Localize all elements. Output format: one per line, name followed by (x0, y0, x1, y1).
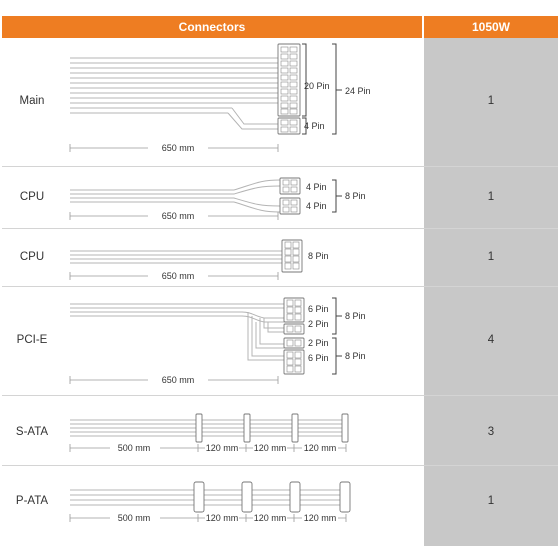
connector-diagrams (2, 16, 422, 546)
main-length-label: 650 mm (161, 143, 195, 153)
pata-segment-label: 120 mm (303, 513, 337, 523)
sata-length-label: 500 mm (117, 443, 151, 453)
cpu-4pin-b-label: 4 Pin (306, 201, 327, 211)
pcie-diagram (70, 298, 366, 385)
pata-diagram (70, 482, 350, 523)
pata-connector (242, 482, 252, 512)
row-label-pata: P-ATA (15, 495, 49, 507)
pata-connector (194, 482, 204, 512)
row-label-cpu: CPU (19, 191, 45, 203)
qty-cpu-8pin: 1 (487, 251, 495, 263)
main-24pin-diagram (70, 44, 371, 153)
cpu-8pin-label: 8 Pin (308, 251, 329, 261)
sata-connector (244, 414, 250, 442)
main-20pin-label: 20 Pin (304, 81, 330, 91)
qty-pcie: 4 (487, 334, 495, 346)
wattage-header: 1050W (424, 16, 558, 38)
row-label-sata: S-ATA (15, 426, 49, 438)
connectors-header: Connectors (2, 16, 422, 38)
sata-segment-label: 120 mm (253, 443, 287, 453)
quantity-column (424, 38, 558, 546)
row-label-pcie: PCI-E (16, 334, 48, 346)
pata-connector (290, 482, 300, 512)
qty-sata: 3 (487, 426, 495, 438)
cpu-4plus4-diagram (70, 178, 366, 221)
pcie-2pin-a-label: 2 Pin (308, 319, 329, 329)
qty-main: 1 (487, 95, 495, 107)
pcie-8pin-group-a-label: 8 Pin (345, 311, 366, 321)
main-4pin-label: 4 Pin (304, 121, 325, 131)
row-label-cpu-8pin: CPU (19, 251, 45, 263)
sata-diagram (70, 414, 348, 453)
row-label-main: Main (19, 95, 45, 107)
cpu-length-label: 650 mm (161, 211, 195, 221)
sata-connector (196, 414, 202, 442)
pcie-6pin-a-label: 6 Pin (308, 304, 329, 314)
pata-length-label: 500 mm (117, 513, 151, 523)
connectors-table (2, 16, 558, 546)
sata-connector (342, 414, 348, 442)
main-24pin-label: 24 Pin (345, 86, 371, 96)
sata-segment-label: 120 mm (303, 443, 337, 453)
main-wires (70, 58, 278, 129)
pata-segment-label: 120 mm (205, 513, 239, 523)
pata-connector (340, 482, 350, 512)
cpu-8pin-group-label: 8 Pin (345, 191, 366, 201)
qty-cpu: 1 (487, 191, 495, 203)
pcie-2pin-b-label: 2 Pin (308, 338, 329, 348)
cpu-8pin-diagram (70, 240, 329, 281)
sata-segment-label: 120 mm (205, 443, 239, 453)
sata-connector (292, 414, 298, 442)
pata-segment-label: 120 mm (253, 513, 287, 523)
main-24pin-bracket (332, 44, 336, 134)
cpu-8pin-length-label: 650 mm (161, 271, 195, 281)
qty-pata: 1 (487, 495, 495, 507)
main-20pin-bracket (302, 44, 306, 116)
pcie-8pin-group-b-label: 8 Pin (345, 351, 366, 361)
cpu-4pin-a-label: 4 Pin (306, 182, 327, 192)
pcie-length-label: 650 mm (161, 375, 195, 385)
pcie-6pin-b-label: 6 Pin (308, 353, 329, 363)
